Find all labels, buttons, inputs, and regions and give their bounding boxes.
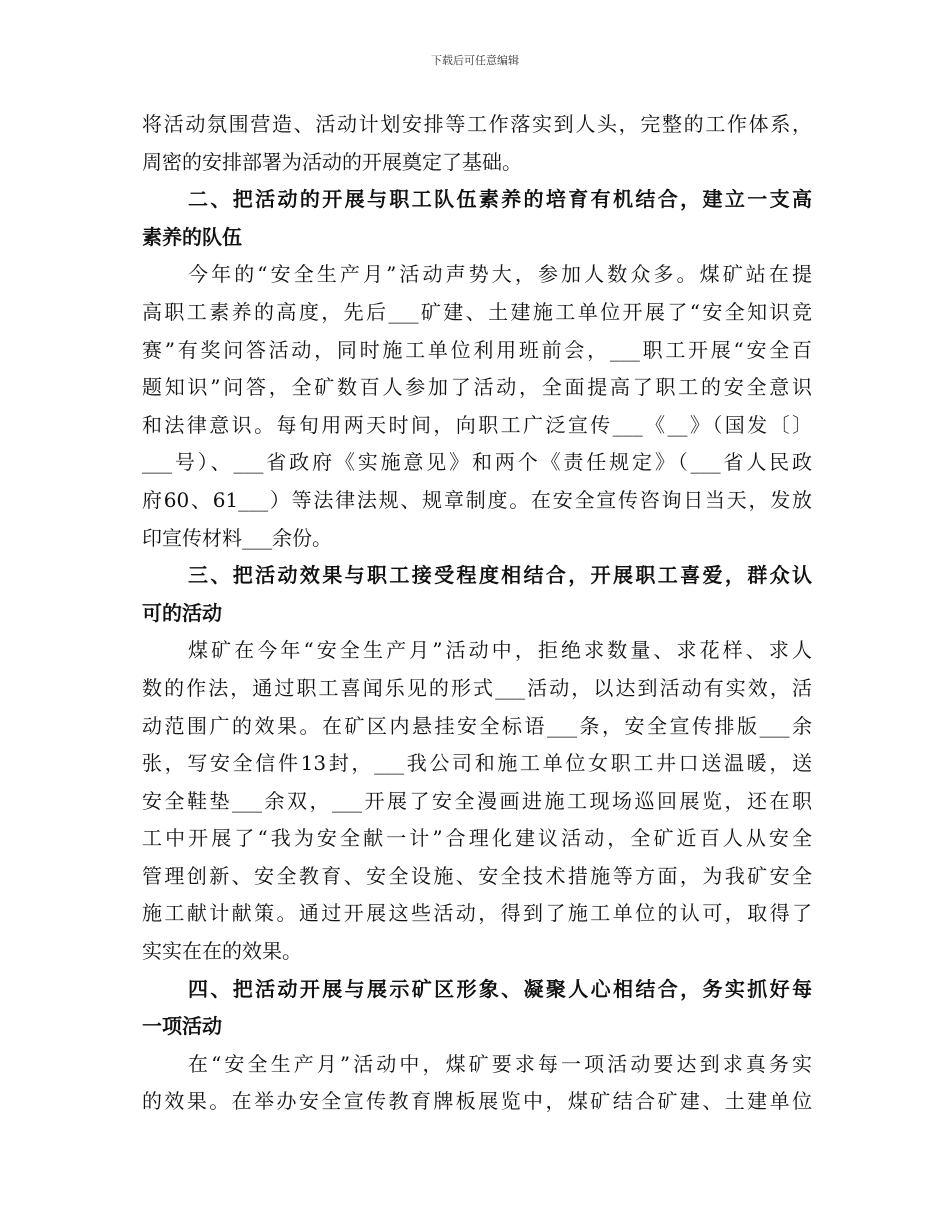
section-heading-line: 二、把活动的开展与职工队伍素养的培育有机结合，建立一支高 [188, 187, 812, 212]
paragraph-line: 高职工素养的高度，先后___矿建、土建施工单位开展了“安全知识竞 [142, 299, 812, 324]
paragraph-line: 题知识”问答，全矿数百人参加了活动，全面提高了职工的安全意识 [142, 375, 812, 400]
paragraph-line: 煤矿在今年“安全生产月”活动中，拒绝求数量、求花样、求人 [188, 638, 812, 663]
document-body [142, 106, 812, 1121]
paragraph-line: 施工献计献策。通过开展这些活动，得到了施工单位的认可，取得了 [142, 901, 812, 926]
paragraph-line: 周密的安排部署为活动的开展奠定了基础。 [142, 149, 522, 174]
paragraph-line: 赛”有奖问答活动，同时施工单位利用班前会，___职工开展“安全百 [142, 337, 812, 362]
section-heading-line: 素养的队伍 [142, 224, 242, 249]
paragraph-line: 将活动氛围营造、活动计划安排等工作落实到人头，完整的工作体系， [142, 112, 812, 136]
paragraph-line: 和法律意识。每旬用两天时间，向职工广泛宣传___《__》（国发〔〕 [142, 412, 812, 437]
paragraph-line: 印宣传材料___余份。 [142, 525, 332, 550]
paragraph-line: 工中开展了“我为安全献一计”合理化建议活动，全矿近百人从安全 [142, 826, 812, 851]
paragraph-line: 在“安全生产月”活动中，煤矿要求每一项活动要达到求真务实 [188, 1051, 812, 1076]
paragraph-line: 管理创新、安全教育、安全设施、安全技术措施等方面，为我矿安全 [142, 863, 812, 888]
paragraph-line: ___号）、___省政府《实施意见》和两个《责任规定》（___省人民政 [142, 450, 812, 475]
section-heading-line: 一项活动 [142, 1014, 222, 1039]
paragraph-line: 动范围广的效果。在矿区内悬挂安全标语___条，安全宣传排版___余 [142, 713, 812, 738]
page-header: 下载后可任意编辑 [431, 54, 519, 67]
paragraph-line: 安全鞋垫___余双，___开展了安全漫画进施工现场巡回展览，还在职 [142, 788, 812, 813]
paragraph-line: 数的作法，通过职工喜闻乐见的形式___活动，以达到活动有实效，活 [142, 675, 812, 700]
paragraph-line: 张，写安全信件13封，___我公司和施工单位女职工井口送温暖，送 [142, 751, 812, 776]
paragraph-line: 今年的“安全生产月”活动声势大，参加人数众多。煤矿站在提 [188, 262, 812, 287]
paragraph-line: 实实在在的效果。 [142, 939, 302, 964]
paragraph-line: 的效果。在举办安全宣传教育牌板展览中，煤矿结合矿建、土建单位 [142, 1089, 812, 1114]
section-heading-line: 四、把活动开展与展示矿区形象、凝聚人心相结合，务实抓好每 [188, 976, 812, 1001]
paragraph-line: 府60、61___）等法律法规、规章制度。在安全宣传咨询日当天，发放 [142, 487, 812, 512]
section-heading-line: 三、把活动效果与职工接受程度相结合，开展职工喜爱，群众认 [188, 563, 812, 588]
section-heading-line: 可的活动 [142, 600, 222, 625]
